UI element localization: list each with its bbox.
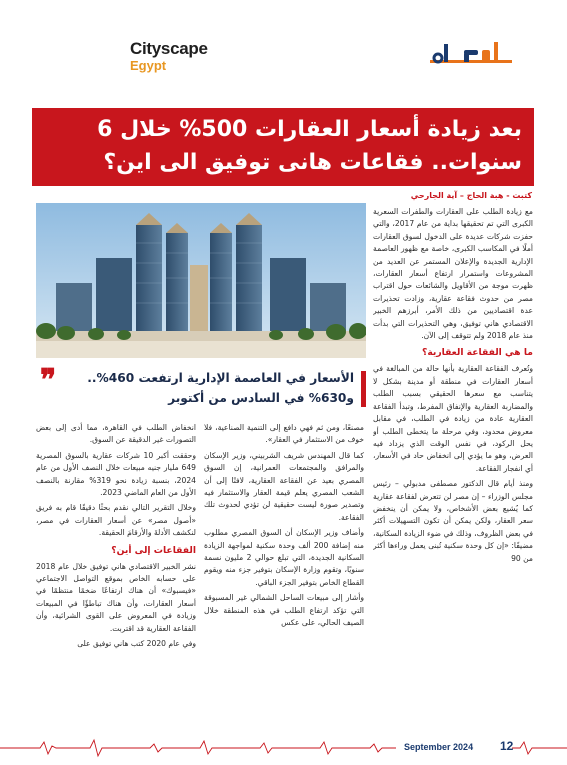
egypt-label: Egypt [130,58,167,73]
pull-quote [36,363,366,412]
cityscape-wordmark: Cityscape [130,39,208,58]
paragraph: انخفاض الطلب في القاهرة، مما أدى إلى بعض التصورات غير الدقيقة عن السوق. [36,423,196,445]
pull-quote-line1: الأسعار في العاصمة الإدارية ارتفعت 460%.. [87,371,354,385]
paragraph: وخلال التقرير التالي نقدم بحثًا دقيقًا قام به فريق «أصول مصر» عن أسعار العقارات في مصر، لنكشف الأدلةَ والأرقامَ الحقيقة. [36,503,196,538]
quote-mark-icon: ❞ [40,363,57,398]
paragraph: وحققت أكبر 10 شركات عقارية بالسوق المصرية 649 مليار جنيه مبيعات خلال النصف الأول من عام 2024، بنسبة زيادة نحو 319% مقارنة بالنصف الأول من العام الماضي 2023. [36,450,196,498]
usool-logo-mark [428,38,514,72]
paragraph: وفي عام 2020 كتب هاني توفيق على [77,639,196,649]
article-column-left [36,422,196,728]
article-column-right [373,206,533,726]
footer-month: September [404,742,451,752]
paragraph: نشر الخبير الاقتصادي هاني توفيق خلال عام 2018 على حسابه الخاص بموقع التواصل الاجتماعي «فيسبوك» أن هناك ارتفاعًا ضخمًا منتظمًا في أسعار العقارات، وأن هناك تباطؤًا في المبيعات وزيادة في المعروض على القوى الشرائية، وأن الفقاعة العقارية قد اقتربت. [36,561,196,633]
paragraph: وأضاف وزير الإسكان أن السوق المصري مطلوب منه إضافة 200 ألف وحدة سكنية لمواجهة الزيادة السكانية الجديدة، التي تبلغ حوالي 2 مليون نسمة سنويًا، وتقوم وزارة الإسكان بتوفير جزء منه ويقوم القطاع الخاص بتوفير الجزء الباقي. [204,528,364,587]
footer-year: 2024 [453,742,474,752]
footer-wave-line [0,734,567,765]
headline-line2: سنوات.. فقاعات هانى توفيق الى اين؟ [103,150,522,175]
paragraph: كما قال المهندس شريف الشربيني، وزير الإسكان والمرافق والمجتمعات العمرانية، إن السوق المصري بعيد عن الفقاعة العقارية، لافتًا إلى أن الشعب المصري يعلم قيمة العقار والاستثمار فيه وتصدير صورة ليست حقيقية لن تؤدي لحدوث تلك الفقاعة. [204,450,364,522]
headline-line1: بعد زيادة أسعار العقارات 500% خلال 6 [97,117,522,142]
page-number: 12 [500,739,514,753]
paragraph: وتُعرف الفقاعة العقارية بأنها حالة من المبالغة في أسعار العقارات في منطقة أو مدينة بشكل لا يتناسب مع سعرها الحقيقي بسبب الطلب والمضاربة العقارية والإنفاق المفرط، وتبدأ الفقاعة العقارية عادة من زيادة في الطلب، في مقابل معروض محدود، وفي مرحلة ما يتخطى الطلب أو يحل الركود، في نفس الوقت الذي يزداد فيه العرض، وهو ما يؤدي إلى انخفاض حاد في الأسعار، أي انفجار الفقاعة. [373,364,533,473]
paragraph: مع زيادة الطلب على العقارات والطفرات السعرية الكبرى التي تم تحقيقها بداية من عام 2017، والتي حفزت شركات عديدة على الدخول لسوق العقارات أملًا في المكاسب الكبرى، خاصة مع ظهور العاصمة الإدارية الجديدة والإعلان المستمر عن العديد من المشروعات واستمرار ارتفاع أسعار العقارات، ظهرت موجة من الأقاويل والشائعات حول اقتراب مصر من حدوث فقاعة عقارية، وزادت تحذيرات عدة اقتصاديين من ذلك الأمر، أبرزهم الخبير الاقتصادي هاني توفيق، وهي التحذيرات التي بدأت منذ عام 2018 ولم تتوقف إلى الآن. [373,207,533,341]
section-heading: الفقاعات إلى أين؟ [111,544,196,556]
usool-logo [428,38,514,72]
paragraph: وأشار إلى مبيعات الساحل الشمالي غير المسبوقة التي تؤكد ارتفاع الطلب في هذه المنطقة خلال الصيف الحالي، على عكس [204,593,364,628]
article-column-middle [204,422,364,728]
capital-towers-image [36,203,366,358]
paragraph: ومنذ أيام قال الدكتور مصطفى مدبولي – رئيس مجلس الوزراء – إن مصر لن تتعرض لفقاعة عقارية كما يُشيع بعض الأشخاص، ولا يمكن أن ينخفض سعر العقار، ولكن يمكن أن تكون التسهيلات أكثر في بعض الظروف، وذلك في ضوء الزيادة السكانية، مضيفًا: «إن كل وحدة سكنية تُبنى يعمل وراءها أكثر من 90 [373,479,533,563]
pull-quote-bar [361,371,366,407]
byline: كتبت - هبة الحاج – آية الجارحي [410,191,532,200]
section-heading: ما هي الفقاعة العقارية؟ [421,347,533,359]
footer [0,734,567,765]
cityscape-egypt-logo [130,40,240,80]
paragraph: مصنعًا، ومن ثم فهي دافع إلى التنمية الصناعية، فلا خوف من الاستثمار في العقار». [204,423,364,445]
pull-quote-line2: و630% في السادس من أكتوبر [168,391,354,405]
article-photo [36,203,366,358]
headline-banner [32,108,534,186]
